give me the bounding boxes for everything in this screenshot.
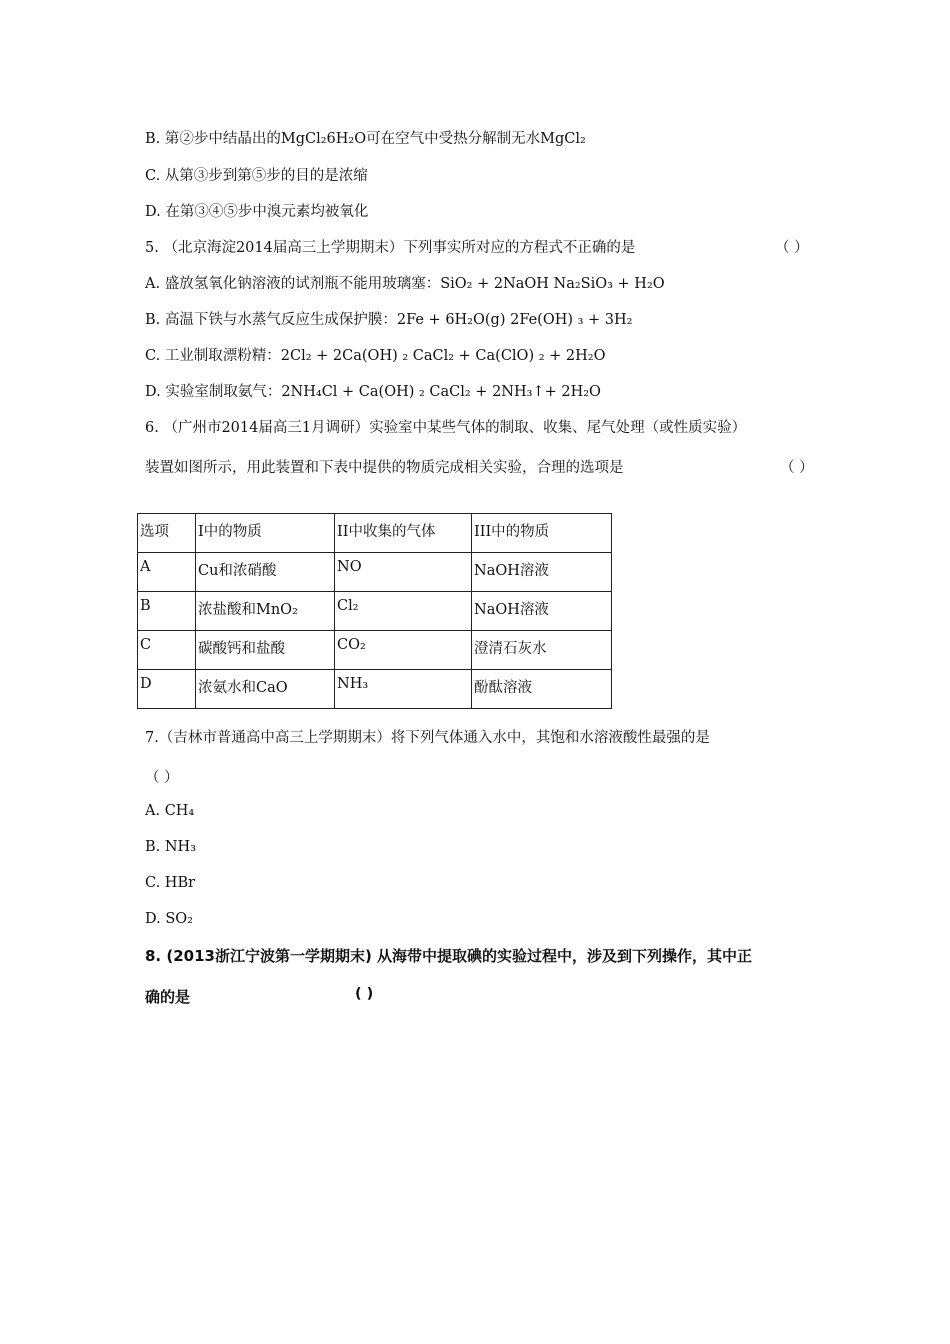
question-6-line-2: 装置如图所示，用此装置和下表中提供的物质完成相关实验，合理的选项是	[145, 460, 624, 476]
table-row	[138, 553, 612, 592]
table-cell: C	[138, 631, 196, 670]
option-7a: A. CH₄	[145, 803, 195, 819]
option-5c: C. 工业制取漂粉精：2Cl₂ + 2Ca(OH) ₂ CaCl₂ + Ca(ClO) ₂ + 2H₂O	[145, 348, 606, 364]
table-header-cell: 选项	[138, 514, 196, 553]
question-6-answer-blank: （ ）	[780, 460, 814, 476]
option-4c: C. 从第③步到第⑤步的目的是浓缩	[145, 168, 368, 184]
option-5a: A. 盛放氢氧化钠溶液的试剂瓶不能用玻璃塞：SiO₂ + 2NaOH Na₂SiO₃ + H₂O	[145, 276, 665, 292]
table-cell: D	[138, 670, 196, 709]
question-5: 5. （北京海淀2014届高三上学期期末）下列事实所对应的方程式不正确的是	[145, 240, 636, 256]
table-cell: 碳酸钙和盐酸	[196, 631, 335, 670]
question-8-line-2: 确的是	[145, 988, 191, 1006]
table-cell: NaOH溶液	[472, 592, 612, 631]
option-7d: D. SO₂	[145, 911, 193, 927]
table-cell: 浓盐酸和MnO₂	[196, 592, 335, 631]
table-row	[138, 631, 612, 670]
table-cell: 浓氨水和CaO	[196, 670, 335, 709]
table-cell: CO₂	[335, 631, 472, 670]
table-cell: B	[138, 592, 196, 631]
table-header-row	[138, 514, 612, 553]
table-cell: 酚酞溶液	[472, 670, 612, 709]
question-5-answer-blank: （ ）	[775, 240, 809, 256]
question-7-answer-blank: （ ）	[145, 770, 179, 786]
question-8-line-1: 8. (2013浙江宁波第一学期期末) 从海带中提取碘的实验过程中，涉及到下列操作，其中正	[145, 947, 753, 965]
table-header-cell: III中的物质	[472, 514, 612, 553]
table-cell: NH₃	[335, 670, 472, 709]
option-4d: D. 在第③④⑤步中溴元素均被氧化	[145, 204, 369, 220]
table-header-cell: I中的物质	[196, 514, 335, 553]
option-5b: B. 高温下铁与水蒸气反应生成保护膜：2Fe + 6H₂O(g) 2Fe(OH) ₃ + 3H₂	[145, 312, 633, 328]
option-4b: B. 第②步中结晶出的MgCl₂6H₂O可在空气中受热分解制无水MgCl₂	[145, 131, 586, 147]
table-cell: NO	[335, 553, 472, 592]
option-5d: D. 实验室制取氨气：2NH₄Cl + Ca(OH) ₂ CaCl₂ + 2NH₃↑+ 2H₂O	[145, 384, 601, 400]
question-8-answer-blank: ( )	[355, 986, 374, 1002]
question-7-line-1: 7.（吉林市普通高中高三上学期期末）将下列气体通入水中，其饱和水溶液酸性最强的是	[145, 730, 710, 746]
table-cell: 澄清石灰水	[472, 631, 612, 670]
options-table	[137, 513, 612, 709]
table-row	[138, 670, 612, 709]
table-cell: A	[138, 553, 196, 592]
table-header-cell: II中收集的气体	[335, 514, 472, 553]
option-7b: B. NH₃	[145, 839, 197, 855]
table-cell: Cu和浓硝酸	[196, 553, 335, 592]
option-7c: C. HBr	[145, 875, 196, 891]
question-6-line-1: 6. （广州市2014届高三1月调研）实验室中某些气体的制取、收集、尾气处理（或性质实验）	[145, 420, 747, 436]
table-cell: NaOH溶液	[472, 553, 612, 592]
table-row	[138, 592, 612, 631]
table-cell: Cl₂	[335, 592, 472, 631]
